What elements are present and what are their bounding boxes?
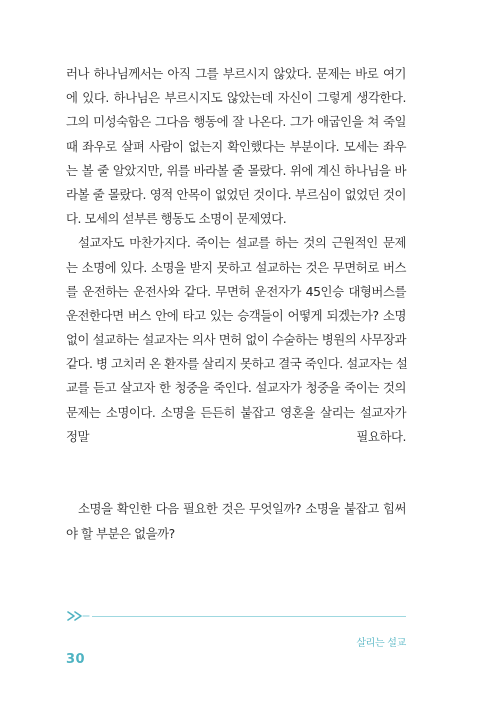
text-line: 를 운전하는 운전사와 같다. 무면허 운전자가 45인승 대형버스를 — [66, 283, 406, 299]
footer-divider — [92, 616, 406, 617]
text-line: 없이 설교하는 설교자는 의사 면허 없이 수술하는 병원의 사무장과 — [66, 332, 406, 348]
paragraph — [66, 497, 406, 545]
paragraph — [66, 62, 406, 231]
text-line: 는 볼 줄 알았지만, 위를 바라볼 줄 몰랐다. 위에 계신 하나님을 바 — [66, 162, 406, 178]
text-line: 운전한다면 버스 안에 타고 있는 승객들이 어떻게 되겠는가? 소명 — [66, 307, 406, 323]
text-line: 교를 듣고 살고자 한 청중을 죽인다. 설교자가 청중을 죽이는 것의 — [66, 380, 406, 396]
text-line: 설교자도 마찬가지다. 죽이는 설교를 하는 것의 근원적인 문제 — [78, 235, 406, 251]
paragraph — [66, 231, 406, 497]
text-line: 러나 하나님께서는 아직 그를 부르시지 않았다. 문제는 바로 여기 — [66, 66, 406, 81]
text-line: 다. 모세의 섣부른 행동도 소명이 문제였다. — [66, 211, 287, 227]
text-line: 정말 필요하다. — [66, 428, 406, 444]
text-line — [66, 449, 406, 473]
text-line: 소명을 확인한 다음 필요한 것은 무엇일까? 소명을 붙잡고 힘써 — [78, 501, 406, 517]
text-line: 야 할 부분은 없을까? — [66, 525, 175, 541]
text-line: 같다. 병 고치러 온 환자를 살리지 못하고 결국 죽인다. 설교자는 설 — [66, 356, 408, 372]
text-line: 문제는 소명이다. 소명을 든든히 붙잡고 영혼을 살리는 설교자가 — [66, 404, 406, 420]
text-line — [66, 473, 406, 497]
page-number: 30 — [66, 652, 86, 667]
double-chevron-ornament-icon — [66, 608, 90, 624]
text-line: 에 있다. 하나님은 부르시지도 않았는데 자신이 그렇게 생각한다. — [66, 90, 406, 106]
text-line: 는 소명에 있다. 소명을 받지 못하고 설교하는 것은 무면허로 버스 — [66, 259, 406, 275]
page-body — [66, 62, 406, 546]
text-line: 라볼 줄 몰랐다. 영적 안목이 없었던 것이다. 부르심이 없었던 것이 — [66, 186, 406, 202]
text-line: 때 좌우로 살펴 사람이 없는지 확인했다는 부분이다. 모세는 좌우 — [66, 138, 406, 154]
text-line: 그의 미성숙함은 그다음 행동에 잘 나온다. 그가 애굽인을 쳐 죽일 — [66, 114, 406, 130]
running-title: 살리는 설교 — [356, 638, 406, 649]
